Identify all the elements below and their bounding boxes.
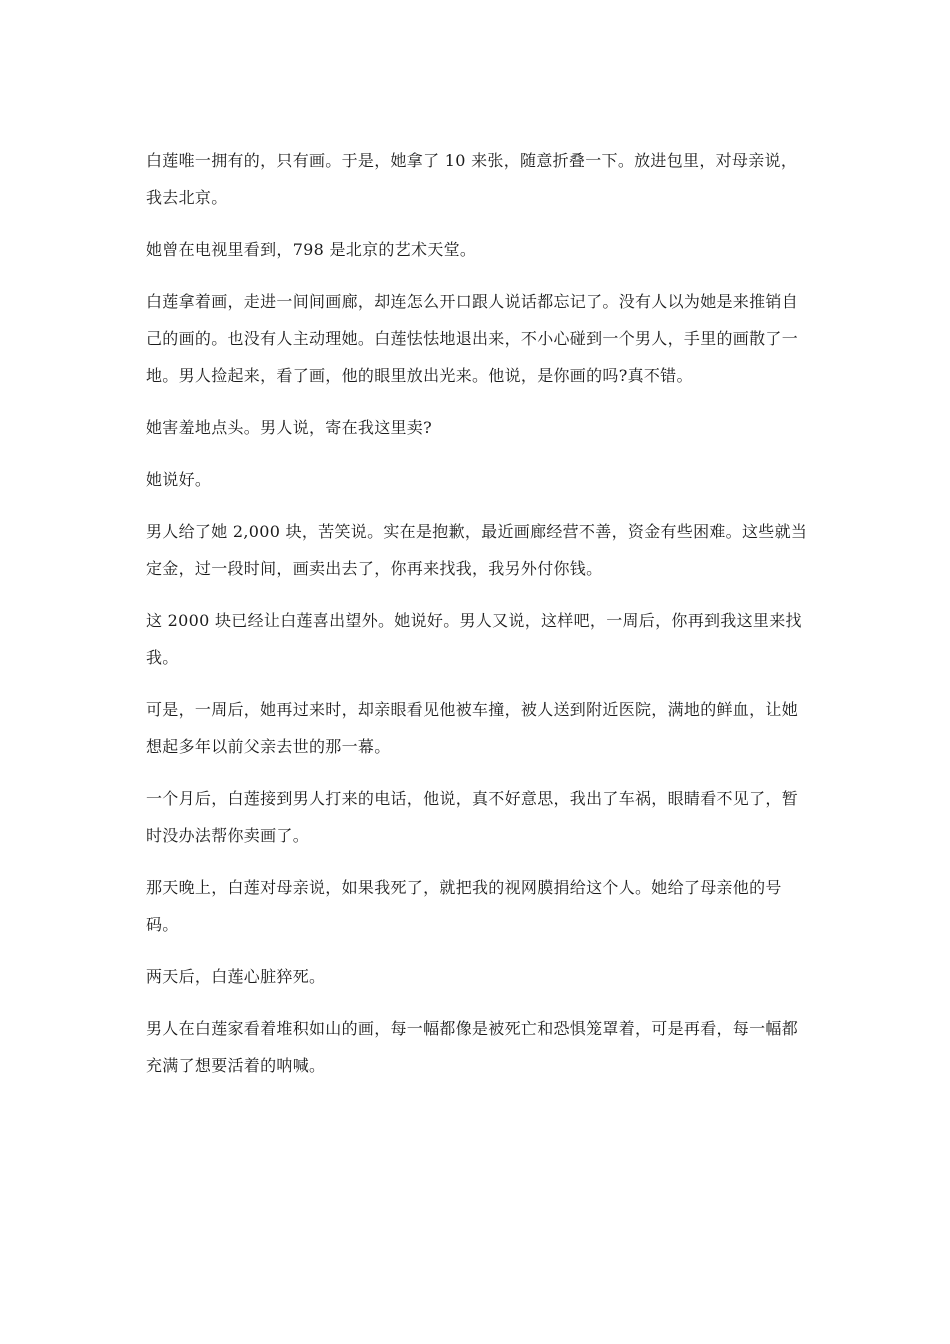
paragraph-4: 她害羞地点头。男人说，寄在我这里卖? <box>146 418 432 437</box>
paragraph-7: 这 2000 块已经让白莲喜出望外。她说好。男人又说，这样吧，一周后，你再到我这里来找我。 <box>146 611 802 667</box>
paragraph-3: 白莲拿着画，走进一间间画廊，却连怎么开口跟人说话都忘记了。没有人以为她是来推销自己的画的。也没有人主动理她。白莲怯怯地退出来，不小心碰到一个男人，手里的画散了一地。男人捡起来，看了画，他的眼里放出光来。他说，是你画的吗?真不错。 <box>146 292 799 385</box>
paragraph-1: 白莲唯一拥有的，只有画。于是，她拿了 10 来张，随意折叠一下。放进包里，对母亲说，我去北京。 <box>146 151 798 207</box>
paragraph-6: 男人给了她 2,000 块，苦笑说。实在是抱歉，最近画廊经营不善，资金有些困难。这些就当定金，过一段时间，画卖出去了，你再来找我，我另外付你钱。 <box>146 522 808 578</box>
paragraph-8: 可是，一周后，她再过来时，却亲眼看见他被车撞，被人送到附近医院，满地的鲜血，让她想起多年以前父亲去世的那一幕。 <box>146 700 799 756</box>
paragraph-5: 她说好。 <box>146 470 212 489</box>
paragraph-9: 一个月后，白莲接到男人打来的电话，他说，真不好意思，我出了车祸，眼睛看不见了，暂时没办法帮你卖画了。 <box>146 789 799 845</box>
paragraph-11: 两天后，白莲心脏猝死。 <box>146 967 326 986</box>
paragraph-12: 男人在白莲家看着堆积如山的画，每一幅都像是被死亡和恐惧笼罩着，可是再看，每一幅都充满了想要活着的呐喊。 <box>146 1019 799 1075</box>
paragraph-2: 她曾在电视里看到，798 是北京的艺术天堂。 <box>146 240 477 259</box>
document-body <box>146 142 812 1099</box>
paragraph-10: 那天晚上，白莲对母亲说，如果我死了，就把我的视网膜捐给这个人。她给了母亲他的号码。 <box>146 878 782 934</box>
